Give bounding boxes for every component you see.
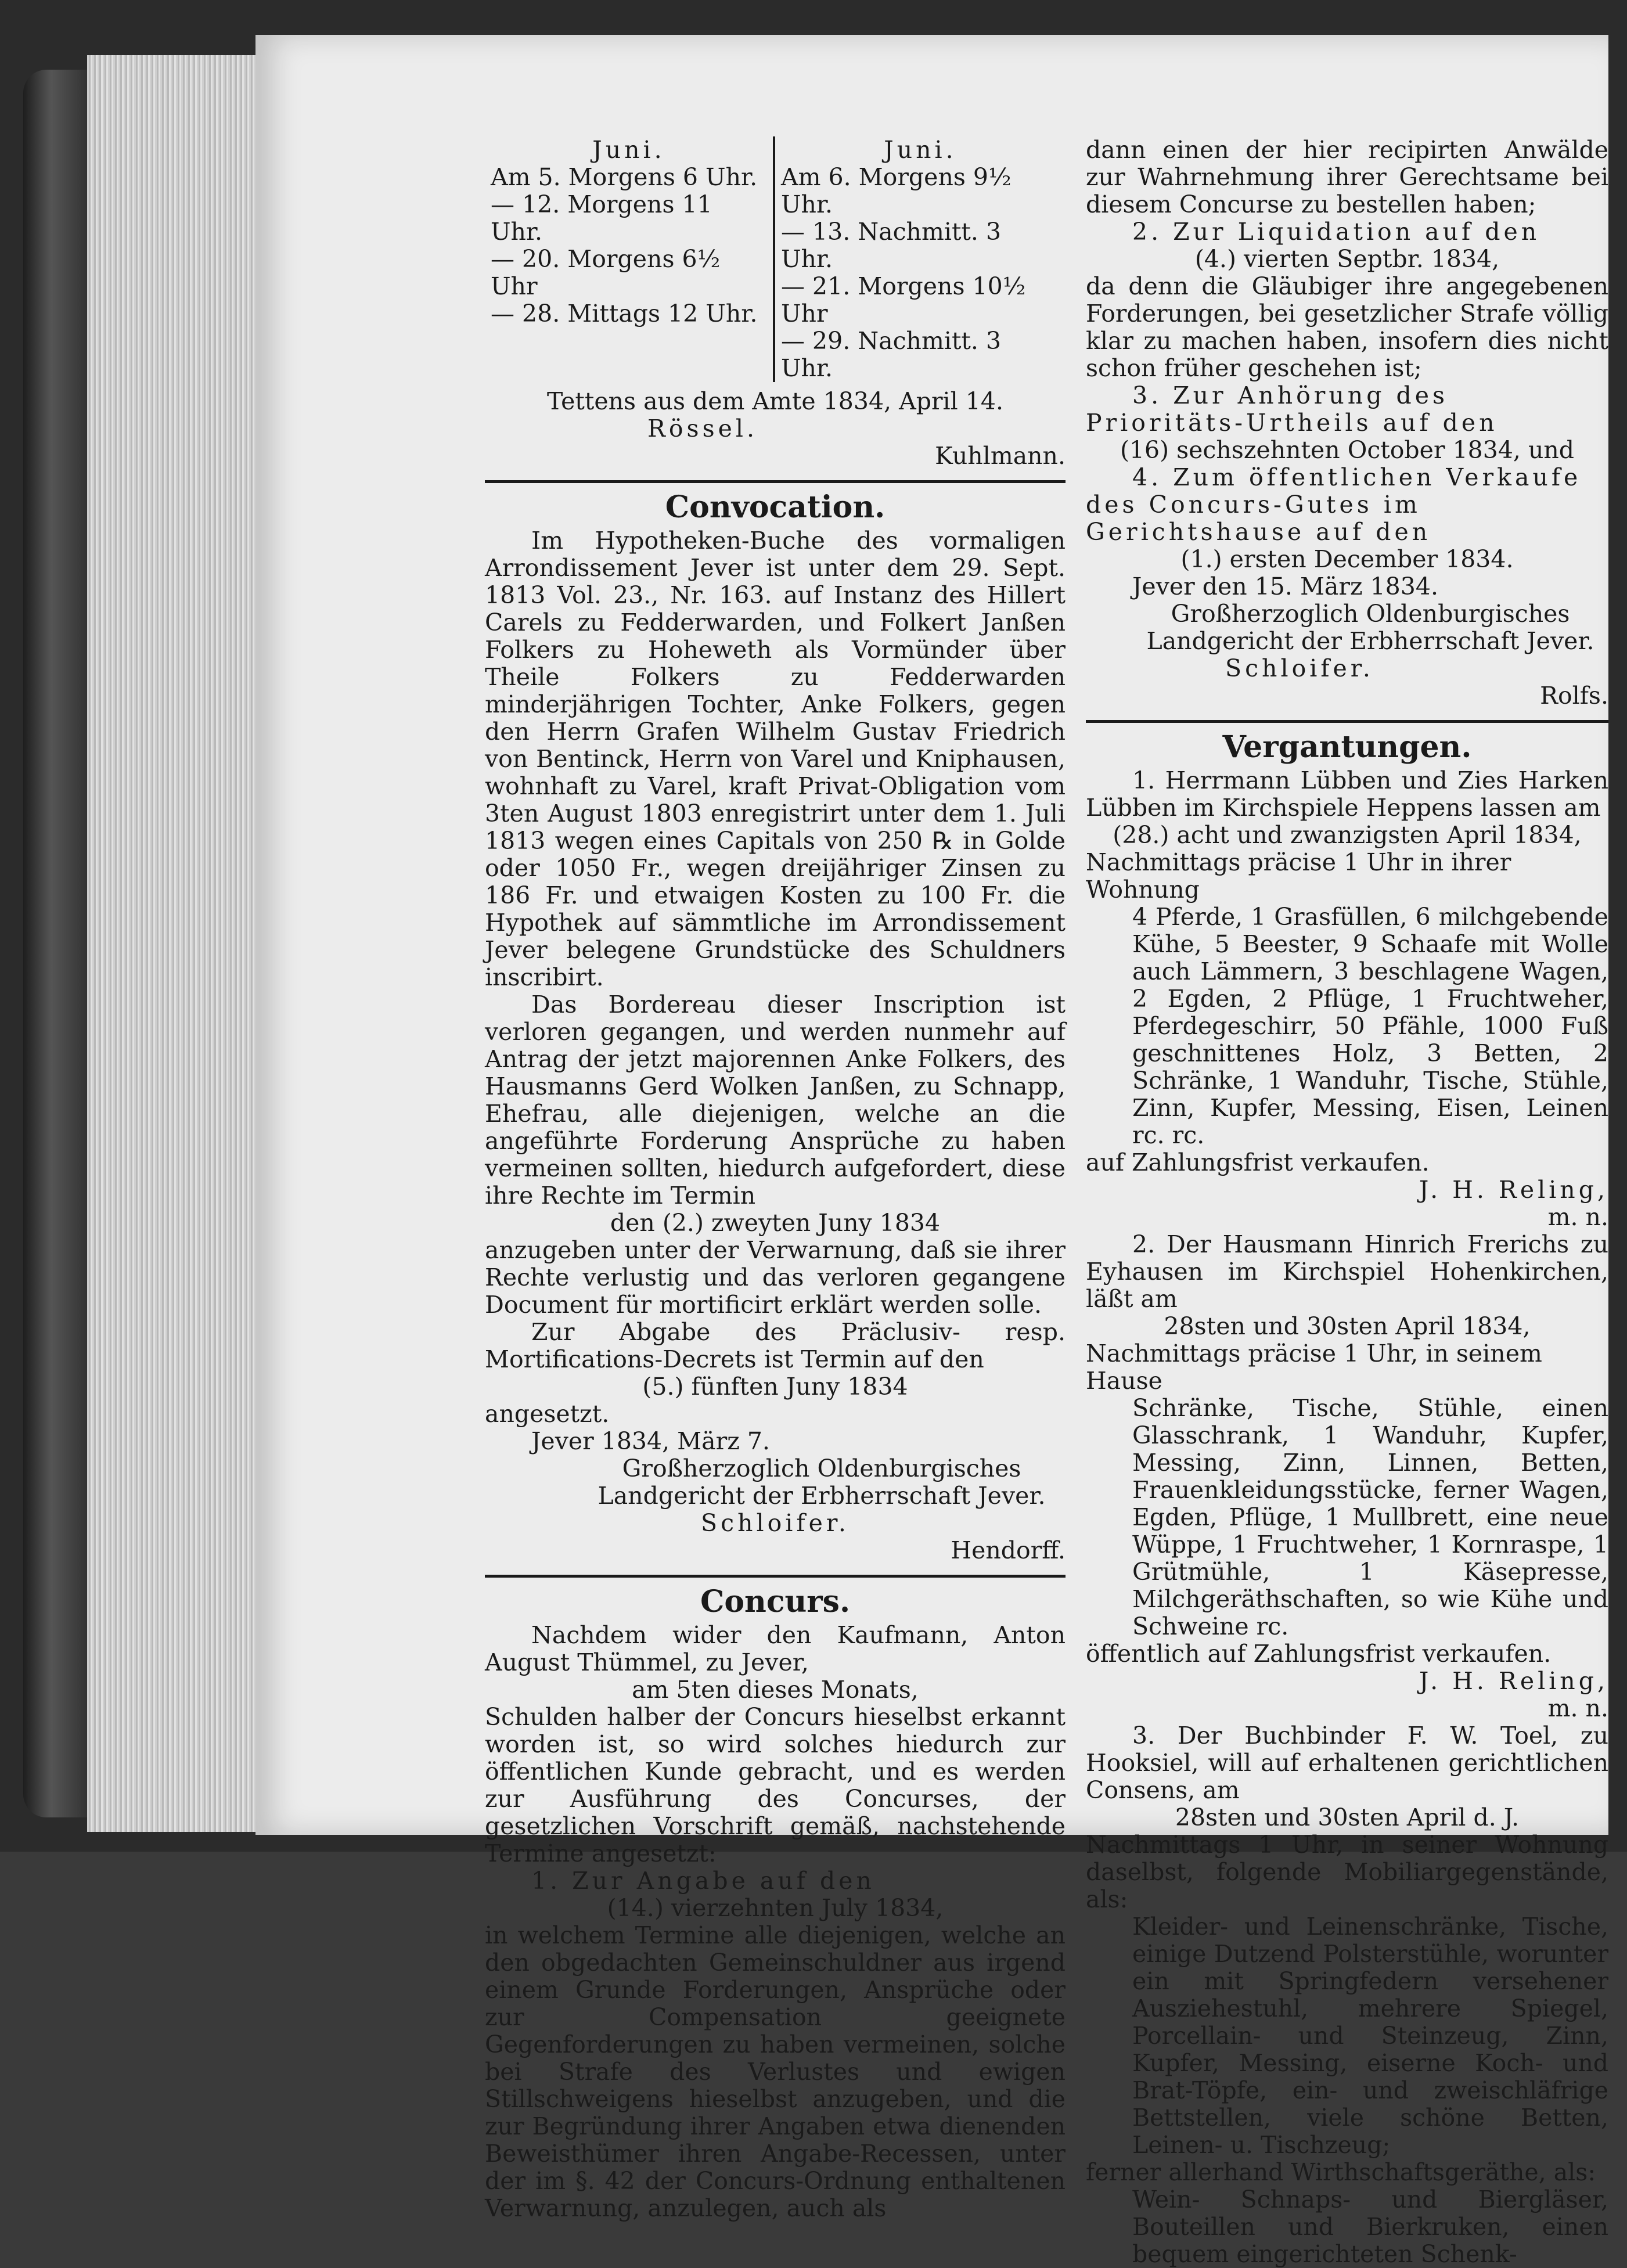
schedule-left-month: Juni. bbox=[592, 136, 665, 164]
auction-entry-2-items: Schränke, Tische, Stühle, einen Glasschrank, 1 Wanduhr, Kupfer, Messing, Zinn, Linnen, Betten, Frauenkleidungsstücke, ferner Wagen, Egden, Pflüge, 1 Mullbrett, eine neue Wüppe, 1 Fruchtweher, 1 Kornraspe, 1 Grütmühle, 1 Käsepresse, Milchgeräthschaften, so wie Kühe und Schweine rc. bbox=[1132, 1394, 1608, 1640]
auction-entry-3-more: ferner allerhand Wirthschaftsgeräthe, als: bbox=[1086, 2158, 1596, 2186]
right-column bbox=[1086, 136, 1608, 2268]
schedule-left bbox=[485, 136, 775, 382]
schedule-right-month: Juni. bbox=[884, 136, 957, 164]
auction-entry-1-date: (28.) acht und zwanzigsten April 1834, bbox=[1113, 821, 1582, 849]
section-divider bbox=[485, 480, 1066, 483]
concurs-cont-item-date: (4.) vierten Septbr. 1834, bbox=[1194, 245, 1500, 273]
concurs-paragraph: Nachdem wider den Kaufmann, Anton August Thümmel, zu Jever, bbox=[485, 1621, 1066, 1676]
convocation-set-line: angesetzt. bbox=[485, 1400, 610, 1428]
convocation-signer-2: Hendorff. bbox=[951, 1536, 1066, 1564]
concurs-date: am 5ten dieses Monats, bbox=[632, 1676, 919, 1704]
auction-entry-1-items: 4 Pferde, 1 Grasfüllen, 6 milchgebende Kühe, 5 Beester, 9 Schaafe mit Wolle auch Lämmern, 3 beschlagene Wagen, 2 Egden, 2 Pflüge, 1 Fruchtweher, Pferdegeschirr, 50 Pfähle, 1000 Fuß geschnittenes Holz, 3 Betten, 2 Schränke, 1 Wanduhr, Tische, Stühle, Zinn, Kupfer, Messing, Eisen, Leinen rc. rc. bbox=[1132, 903, 1608, 1149]
concurs-cont-court: Großherzoglich Oldenburgisches Landgericht der Erbherrschaft Jever. bbox=[1146, 600, 1594, 655]
schedule-signer-1: Rössel. bbox=[647, 415, 758, 442]
schedule-row: — 21. Morgens 10½ Uhr bbox=[781, 272, 1026, 327]
auction-entry-3-intro: 3. Der Buchbinder F. W. Toel, zu Hooksiel, will auf erhaltenen gerichtlichen Consens, am bbox=[1086, 1722, 1608, 1804]
convocation-term: (5.) fünften Juny 1834 bbox=[642, 1373, 908, 1401]
concurs-cont-signer-2: Rolfs. bbox=[1540, 682, 1608, 710]
auction-entry-2-date: 28sten und 30sten April 1834, bbox=[1164, 1312, 1531, 1340]
schedule-row: Am 6. Morgens 9½ Uhr. bbox=[781, 163, 1012, 218]
concurs-paragraph: in welchem Termine alle diejenigen, welche an den obgedachten Gemeinschuldner aus irgend einem Grunde Forderungen, Ansprüche oder zur Compensation geeignete Gegenforderungen zu haben vermeinen, solche bei Strafe des Verlustes und ewigen Stillschweigens hieselbst anzugeben, und die zur Begründung ihrer Angaben etwa dienenden Beweisthümer ihren Angabe-Recessen, unter der im §. 42 der Concurs-Ordnung enthaltenen Verwarnung, anzulegen, auch als bbox=[485, 1921, 1066, 2222]
auction-entry-1-intro: 1. Herrmann Lübben und Zies Harken Lübben im Kirchspiele Heppens lassen am bbox=[1086, 766, 1608, 822]
schedule-row: Am 5. Morgens 6 Uhr. bbox=[491, 163, 758, 191]
schedule-row: — 29. Nachmitt. 3 Uhr. bbox=[781, 327, 1002, 382]
convocation-paragraph: anzugeben unter der Verwarnung, daß sie ihrer Rechte verlustig und das verloren gegangene Document für mortificirt erklärt werden solle. bbox=[485, 1236, 1066, 1319]
concurs-cont-item-date: (16) sechszehnten October 1834, und bbox=[1120, 436, 1575, 464]
auction-entry-3-items-2: Wein- Schnaps- und Biergläser, Bouteillen und Bierkruken, einen bequem eingerichteten Schenk- bbox=[1132, 2186, 1608, 2268]
auction-entry-2-time: Nachmittags präcise 1 Uhr, in seinem Hause bbox=[1086, 1340, 1542, 1395]
schedule-row: — 12. Morgens 11 Uhr. bbox=[491, 190, 712, 246]
auction-entry-1-terms: auf Zahlungsfrist verkaufen. bbox=[1086, 1149, 1430, 1176]
auction-entry-3-date: 28sten und 30sten April d. J. bbox=[1175, 1803, 1520, 1831]
schedule-table bbox=[485, 136, 1066, 382]
auction-entry-2-signer-title: m. n. bbox=[1547, 1694, 1608, 1722]
schedule-row: — 20. Morgens 6½ Uhr bbox=[491, 245, 721, 300]
auction-entry-1-signer: J. H. Reling, bbox=[1419, 1176, 1608, 1204]
convocation-paragraph: Im Hypotheken-Buche des vormaligen Arrondissement Jever ist unter dem 29. Sept. 1813 Vol. 23., Nr. 163. auf Instanz des Hillert Carels zu Fedderwarden, und Folkert Janßen Folkers zu Hoheweth als Vormünder über Theile Folkers zu Fedderwarden minderjährigen Tochter, Anke Folkers, gegen den Herrn Grafen Wilhelm Gustav Friedrich von Bentinck, Herrn von Varel und Kniphausen, wohnhaft zu Varel, kraft Privat-Obligation vom 3ten August 1803 enregistrirt unter dem 1. Juli 1813 wegen eines Capitals von 250 ℞ in Golde oder 1050 Fr., wegen dreijähriger Zinsen zu 186 Fr. und etwaigen Kosten zu 100 Fr. die Hypothek auf sämmtliche im Arrondissement Jever belegene Grundstücke des Schuldners inscribirt. bbox=[485, 527, 1066, 991]
auction-entry-2-terms: öffentlich auf Zahlungsfrist verkaufen. bbox=[1086, 1640, 1552, 1668]
book-spine bbox=[23, 70, 93, 1817]
concurs-cont-date-line: Jever den 15. März 1834. bbox=[1132, 573, 1438, 600]
vergantungen-heading: Vergantungen. bbox=[1222, 729, 1472, 765]
concurs-item: 1. Zur Angabe auf den bbox=[531, 1867, 875, 1895]
concurs-cont-paragraph: dann einen der hier recipirten Anwälde zur Wahrnehmung ihrer Gerechtsame bei diesem Concurse zu bestellen haben; bbox=[1086, 136, 1608, 218]
convocation-paragraph: Zur Abgabe des Präclusiv- resp. Mortifications-Decrets ist Termin auf den bbox=[485, 1318, 1066, 1373]
left-column bbox=[485, 136, 1066, 2222]
concurs-paragraph: Schulden halber der Concurs hieselbst erkannt worden ist, so wird solches hiedurch zur öffentlichen Kunde gebracht, und es werden zur Ausführung des Concurses, der gesetzlichen Vorschrift gemäß, nachstehende Termine angesetzt: bbox=[485, 1703, 1066, 1867]
concurs-cont-item: 4. Zum öffentlichen Verkaufe des Concurs-Gutes im Gerichtshause auf den bbox=[1086, 463, 1582, 546]
concurs-cont-paragraph: da denn die Gläubiger ihre angegebenen Forderungen, bei gesetzlicher Strafe völlig klar zu machen haben, insofern dies nicht schon früher geschehen ist; bbox=[1086, 272, 1608, 382]
convocation-signer-1: Schloifer. bbox=[701, 1509, 850, 1537]
concurs-heading: Concurs. bbox=[700, 1584, 851, 1619]
convocation-term: den (2.) zweyten Juny 1834 bbox=[610, 1209, 941, 1237]
concurs-cont-item-date: (1.) ersten December 1834. bbox=[1180, 545, 1514, 573]
concurs-cont-item: 2. Zur Liquidation auf den bbox=[1132, 218, 1540, 246]
auction-entry-3-items: Kleider- und Leinenschränke, Tische, einige Dutzend Polsterstühle, worunter ein mit Springfedern versehener Ausziehestuhl, mehrere Spiegel, Porcellain- und Steinzeug, Zinn, Kupfer, Messing, eiserne Koch- und Brat-Töpfe, ein- und zweischläfrige Bettstellen, viele schöne Betten, Leinen- u. Tischzeug; bbox=[1132, 1913, 1608, 2159]
convocation-heading: Convocation. bbox=[665, 489, 886, 525]
section-divider bbox=[485, 1575, 1066, 1578]
concurs-item-date: (14.) vierzehnten July 1834, bbox=[607, 1894, 944, 1922]
newspaper-page bbox=[255, 35, 1608, 2268]
section-divider bbox=[1086, 720, 1608, 723]
auction-entry-1-time: Nachmittags präcise 1 Uhr in ihrer Wohnung bbox=[1086, 848, 1511, 903]
auction-entry-2-intro: 2. Der Hausmann Hinrich Frerichs zu Eyhausen im Kirchspiel Hohenkirchen, läßt am bbox=[1086, 1230, 1608, 1313]
auction-entry-2-signer: J. H. Reling, bbox=[1419, 1667, 1608, 1695]
convocation-court: Großherzoglich Oldenburgisches Landgericht der Erbherrschaft Jever. bbox=[597, 1455, 1046, 1510]
auction-entry-3-time: Nachmittags 1 Uhr, in seiner Wohnung daselbst, folgende Mobiliargegenstände, als: bbox=[1086, 1831, 1608, 1913]
auction-entry-1-signer-title: m. n. bbox=[1547, 1203, 1608, 1231]
convocation-paragraph: Das Bordereau dieser Inscription ist verloren gegangen, und werden nunmehr auf Antrag der jetzt majorennen Anke Folkers, des Hausmanns Gerd Wolken Janßen, zu Schnapp, Ehefrau, alle diejenigen, welche an die angeführte Forderung Ansprüche zu haben vermeinen sollten, hiedurch aufgefordert, diese ihre Rechte im Termin bbox=[485, 991, 1066, 1209]
convocation-date-line: Jever 1834, März 7. bbox=[531, 1427, 770, 1455]
concurs-cont-signer-1: Schloifer. bbox=[1225, 654, 1374, 682]
schedule-signer-2: Kuhlmann. bbox=[935, 442, 1066, 470]
schedule-row: — 13. Nachmitt. 3 Uhr. bbox=[781, 218, 1002, 273]
page-edges bbox=[87, 55, 261, 1832]
schedule-date-line: Tettens aus dem Amte 1834, April 14. bbox=[546, 387, 1004, 415]
concurs-cont-item: 3. Zur Anhörung des Prioritäts-Urtheils auf den bbox=[1086, 381, 1498, 437]
schedule-row: — 28. Mittags 12 Uhr. bbox=[491, 300, 758, 327]
schedule-right bbox=[775, 136, 1066, 382]
